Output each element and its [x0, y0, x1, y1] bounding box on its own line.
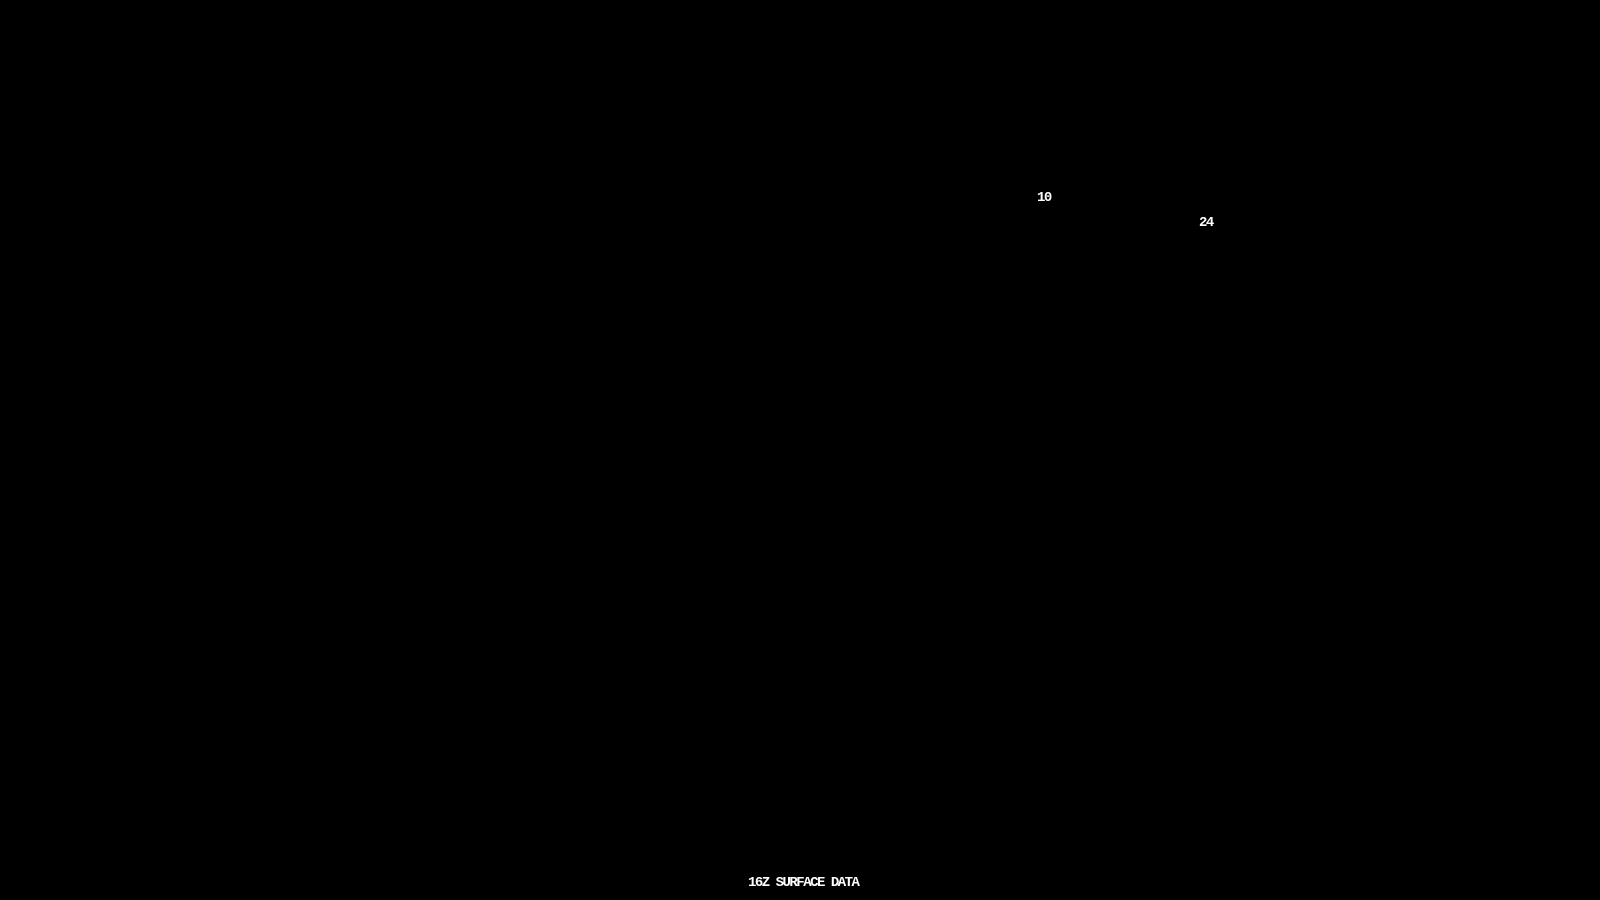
station-value: 24 [1199, 215, 1213, 231]
station-value: 10 [1037, 190, 1051, 206]
plot-caption: 16Z SURFACE DATA [748, 875, 859, 891]
